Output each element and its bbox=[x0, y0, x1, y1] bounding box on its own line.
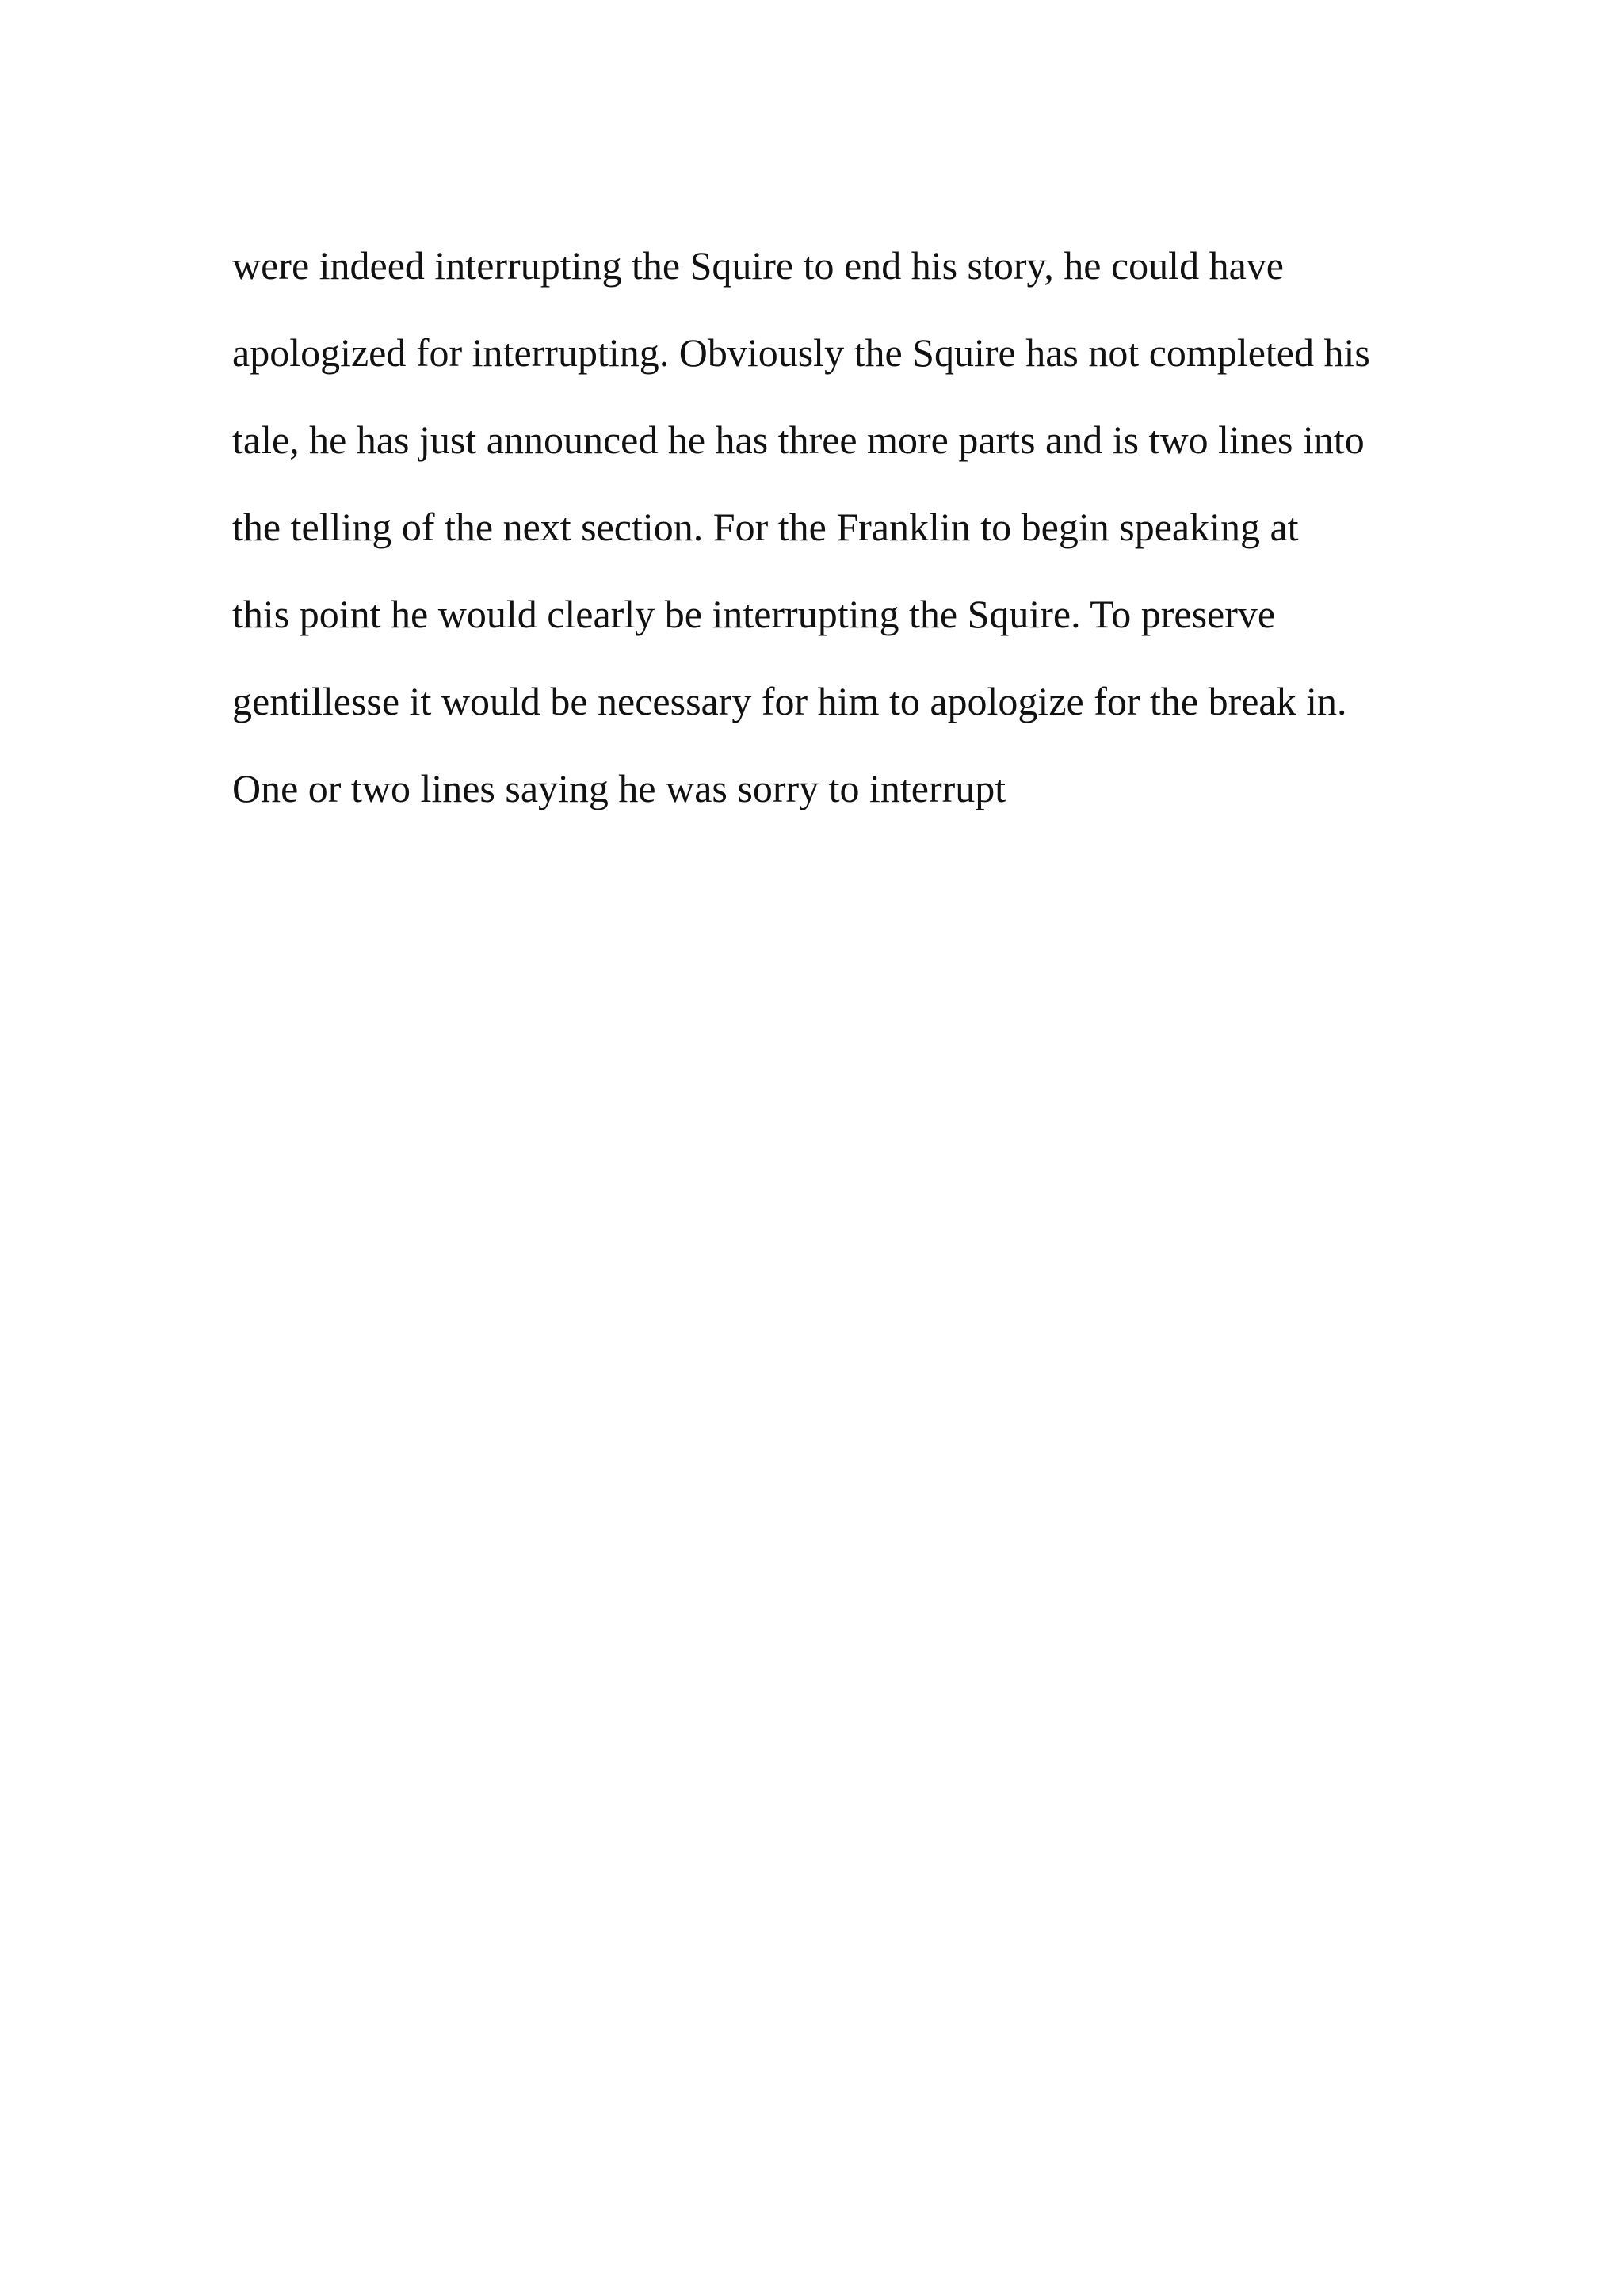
text-line: One or two lines saying he was sorry to interrupt bbox=[232, 766, 1006, 810]
text-line: tale, he has just announced he has three more parts and is two lines into bbox=[232, 418, 1365, 462]
text-line: the telling of the next section. For the Franklin to begin speaking at bbox=[232, 505, 1299, 549]
text-line: gentillesse it would be necessary for him to apologize for the break in. bbox=[232, 679, 1347, 723]
body-paragraph bbox=[232, 222, 1579, 832]
text-line: were indeed interrupting the Squire to end his story, he could have bbox=[232, 243, 1284, 288]
text-line: apologized for interrupting. Obviously the Squire has not completed his bbox=[232, 330, 1370, 375]
text-line: this point he would clearly be interrupting the Squire. To preserve bbox=[232, 592, 1276, 636]
